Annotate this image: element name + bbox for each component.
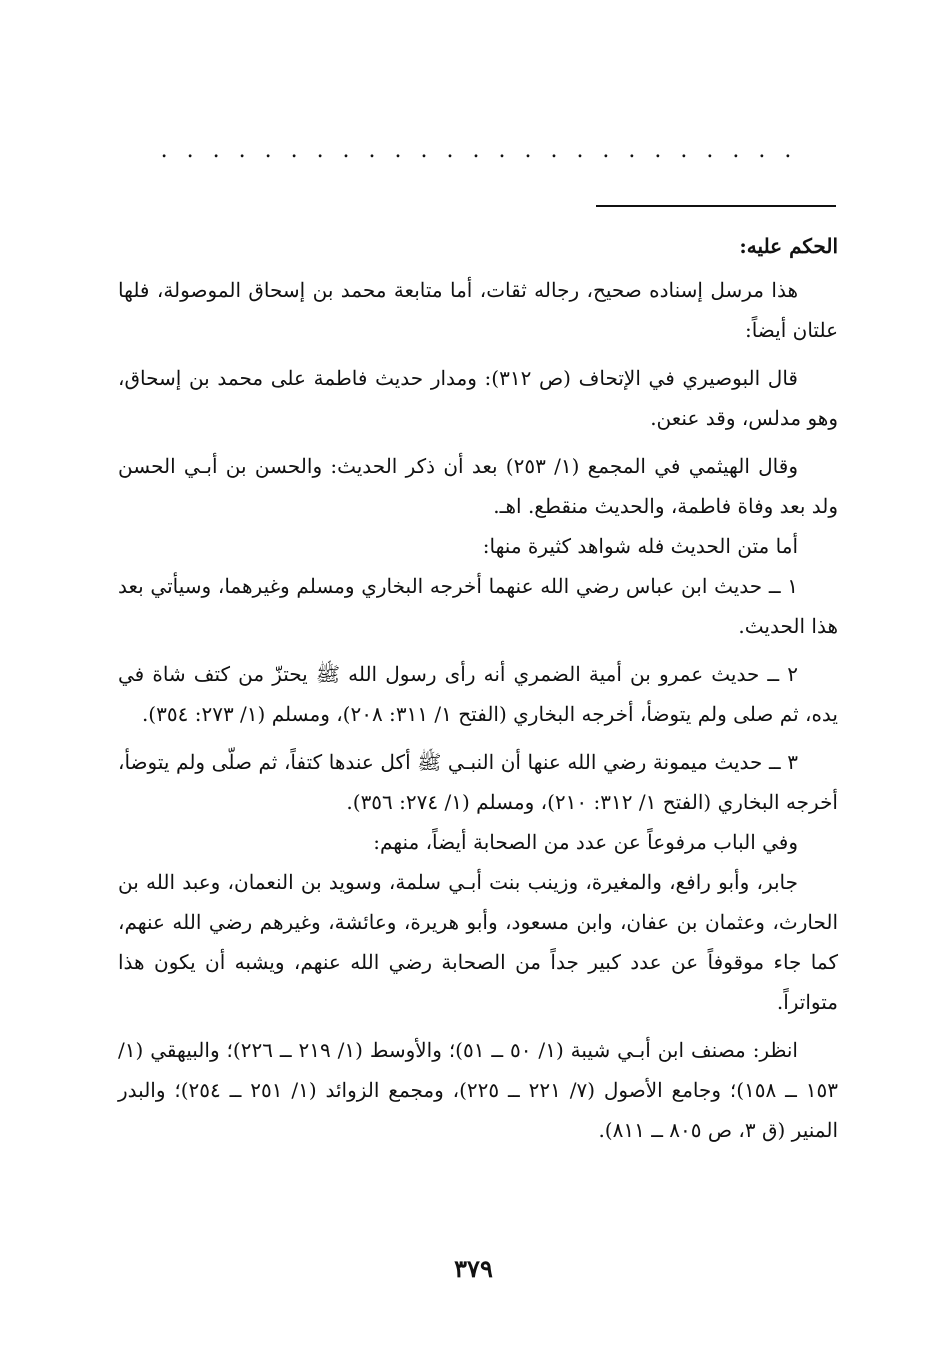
footnote-rule bbox=[596, 205, 836, 207]
paragraph-3: وقال الهيثمي في المجمع (١/ ٢٥٣) بعد أن ذكر الحديث: والحسن بن أبـي الحسن ولد بعد وفاة فاطمة، والحديث منقطع. اهـ. bbox=[118, 454, 838, 518]
paragraph-1: هذا مرسل إسناده صحيح، رجاله ثقات، أما متابعة محمد بن إسحاق الموصولة، فلها علتان أيضاً: bbox=[118, 278, 838, 342]
page-number: ٣٧٩ bbox=[454, 1254, 493, 1283]
paragraph-8: وفي الباب مرفوعاً عن عدد من الصحابة أيضاً، منهم: bbox=[373, 830, 798, 854]
paragraph-7: ٣ ــ حديث ميمونة رضي الله عنها أن النبـي ﷺ أكل عندها كتفاً، ثم صلّى ولم يتوضأ، أخرجه البخاري (الفتح ١/ ٣١٢: ٢١٠)، ومسلم (١/ ٢٧٤: ٣٥٦). bbox=[118, 750, 838, 814]
paragraph-4: أما متن الحديث فله شواهد كثيرة منها: bbox=[482, 534, 798, 558]
paragraph-2: قال البوصيري في الإتحاف (ص ٣١٢): ومدار حديث فاطمة على محمد بن إسحاق، وهو مدلس، وقد عنعن. bbox=[118, 366, 838, 430]
paragraph-6: ٢ ــ حديث عمرو بن أمية الضمري أنه رأى رسول الله ﷺ يحتزّ من كتف شاة في يده، ثم صلى ولم يتوضأ، أخرجه البخاري (الفتح ١/ ٣١١: ٢٠٨)، ومسلم (١/ ٢٧٣: ٣٥٤). bbox=[118, 662, 838, 726]
paragraph-5: ١ ــ حديث ابن عباس رضي الله عنهما أخرجه البخاري ومسلم وغيرهما، وسيأتي بعد هذا الحديث. bbox=[118, 574, 838, 638]
dotted-separator: . . . . . . . . . . . . . . . . . . . . . . . . . bbox=[160, 138, 798, 163]
paragraph-9: جابر، وأبو رافع، والمغيرة، وزينب بنت أبـي سلمة، وسويد بن النعمان، وعبد الله بن الحارث، وعثمان بن عفان، وابن مسعود، وأبو هريرة، وعائشة، وغيرهم رضي الله عنهم، كما جاء موقوفاً عن عدد كبير جداً من الصحابة رضي الله عنهم، ويشبه أن يكون هذا متواتراً. bbox=[118, 870, 838, 1014]
paragraph-10: انظر: مصنف ابن أبـي شيبة (١/ ٥٠ ــ ٥١)؛ والأوسط (١/ ٢١٩ ــ ٢٢٦)؛ والبيهقي (١/ ١٥٣ ــ ١٥٨)؛ وجامع الأصول (٧/ ٢٢١ ــ ٢٢٥)، ومجمع الزوائد (١/ ٢٥١ ــ ٢٥٤)؛ والبدر المنير (ق ٣، ص ٨٠٥ ــ ٨١١). bbox=[118, 1038, 838, 1142]
page-body bbox=[118, 226, 838, 1158]
section-heading: الحكم عليه: bbox=[739, 234, 838, 258]
